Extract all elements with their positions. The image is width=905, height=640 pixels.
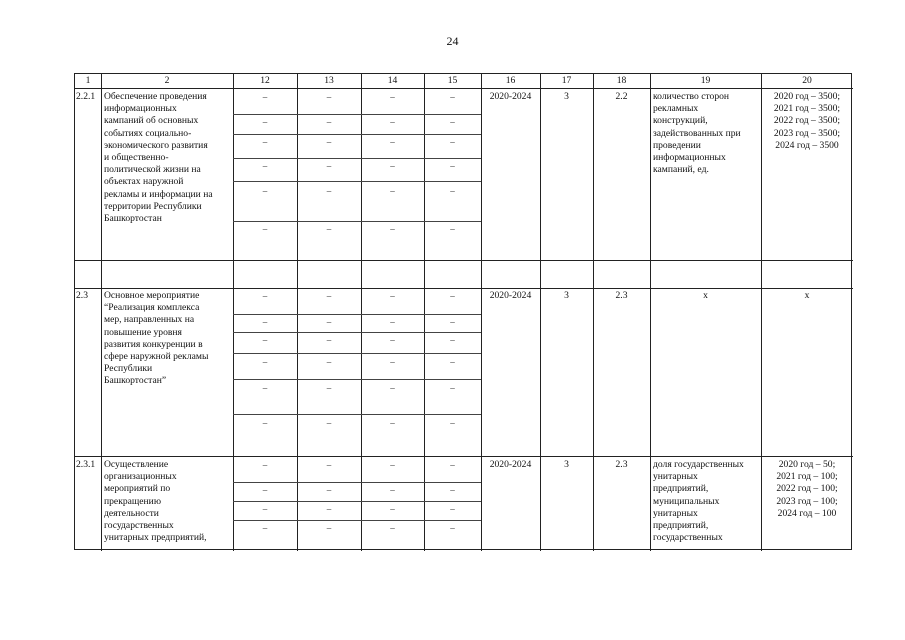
empty-cell-dash: – xyxy=(450,137,455,147)
empty-cell-dash: – xyxy=(326,485,332,495)
empty-cell-dash: – xyxy=(390,317,395,327)
empty-cell-dash: – xyxy=(450,117,455,127)
page-number: 24 xyxy=(446,34,459,48)
col-header-15: 15 xyxy=(447,75,458,86)
empty-cell-dash: – xyxy=(450,317,455,327)
empty-cell-dash: – xyxy=(450,418,455,428)
row-indicator: доля государственных унитарных предприятий, муниципальных унитарных предприятий, государственных xyxy=(653,459,744,544)
row-targets: 2020 год – 50; 2021 год – 100; 2022 год – 100; 2023 год – 100; 2024 год – 100 xyxy=(776,459,838,519)
row-col18: 2.3 xyxy=(615,290,628,301)
empty-cell-dash: – xyxy=(326,92,332,102)
empty-cell-dash: – xyxy=(450,291,455,301)
empty-cell-dash: – xyxy=(390,224,395,234)
row-targets: x xyxy=(804,290,810,301)
row-period: 2020-2024 xyxy=(489,459,532,470)
empty-cell-dash: – xyxy=(326,418,332,428)
empty-cell-dash: – xyxy=(390,460,395,470)
row-indicator: количество сторон рекламных конструкций, задействованных при проведении информационных кампаний, ед. xyxy=(653,91,741,176)
col-header-20: 20 xyxy=(802,75,812,86)
empty-cell-dash: – xyxy=(390,357,395,367)
empty-cell-dash: – xyxy=(262,523,268,533)
empty-cell-dash: – xyxy=(262,317,268,327)
row-code: 2.3.1 xyxy=(76,459,96,470)
empty-cell-dash: – xyxy=(326,117,332,127)
empty-cell-dash: – xyxy=(390,418,395,428)
empty-cell-dash: – xyxy=(450,92,455,102)
empty-cell-dash: – xyxy=(262,460,268,470)
row-col17: 3 xyxy=(564,459,569,470)
row-col17: 3 xyxy=(564,290,569,301)
empty-cell-dash: – xyxy=(262,357,268,367)
data-table xyxy=(74,73,852,550)
empty-cell-dash: – xyxy=(450,460,455,470)
row-code: 2.2.1 xyxy=(76,91,96,102)
row-indicator: x xyxy=(703,290,708,301)
row-col18: 2.3 xyxy=(615,459,628,470)
empty-cell-dash: – xyxy=(450,335,455,345)
empty-cell-dash: – xyxy=(450,485,455,495)
empty-cell-dash: – xyxy=(390,504,395,514)
empty-cell-dash: – xyxy=(390,523,395,533)
row-period: 2020-2024 xyxy=(489,290,532,301)
empty-cell-dash: – xyxy=(390,161,395,171)
empty-cell-dash: – xyxy=(450,357,455,367)
empty-cell-dash: – xyxy=(450,504,455,514)
empty-cell-dash: – xyxy=(326,224,332,234)
empty-cell-dash: – xyxy=(450,523,455,533)
empty-cell-dash: – xyxy=(326,161,332,171)
empty-cell-dash: – xyxy=(390,137,395,147)
empty-cell-dash: – xyxy=(390,335,395,345)
empty-cell-dash: – xyxy=(262,504,268,514)
col-header-14: 14 xyxy=(387,75,398,86)
row-col18: 2.2 xyxy=(615,91,628,102)
empty-cell-dash: – xyxy=(390,383,395,393)
empty-cell-dash: – xyxy=(262,117,268,127)
col-header-13: 13 xyxy=(324,75,334,86)
row-name: Обеспечение проведения информационных кампаний об основных событиях социально- экономического развития и общественно- политической жизни на объектах наружной рекламы и информации на территории Республики Башкортостан xyxy=(104,91,213,225)
empty-cell-dash: – xyxy=(326,137,332,147)
empty-cell-dash: – xyxy=(262,92,268,102)
empty-cell-dash: – xyxy=(326,186,332,196)
empty-cell-dash: – xyxy=(262,485,268,495)
empty-cell-dash: – xyxy=(326,291,332,301)
col-header-18: 18 xyxy=(616,75,627,86)
row-name: Осуществление организационных мероприятий по прекращению деятельности государственных унитарных предприятий, xyxy=(104,459,207,544)
row-col17: 3 xyxy=(564,91,569,102)
row-name: Основное мероприятие “Реализация комплекса мер, направленных на повышение уровня развития конкуренции в сфере наружной рекламы Республики Башкортостан” xyxy=(104,290,209,387)
empty-cell-dash: – xyxy=(262,137,268,147)
empty-cell-dash: – xyxy=(450,383,455,393)
empty-cell-dash: – xyxy=(262,291,268,301)
col-header-17: 17 xyxy=(561,75,572,86)
empty-cell-dash: – xyxy=(262,418,268,428)
empty-cell-dash: – xyxy=(390,485,395,495)
col-header-19: 19 xyxy=(700,75,711,86)
empty-cell-dash: – xyxy=(262,224,268,234)
empty-cell-dash: – xyxy=(262,186,268,196)
empty-cell-dash: – xyxy=(326,357,332,367)
empty-cell-dash: – xyxy=(450,161,455,171)
col-header-1: 1 xyxy=(85,75,91,86)
row-code: 2.3 xyxy=(76,290,88,301)
empty-cell-dash: – xyxy=(326,460,332,470)
empty-cell-dash: – xyxy=(262,335,268,345)
empty-cell-dash: – xyxy=(450,186,455,196)
empty-cell-dash: – xyxy=(390,117,395,127)
col-header-16: 16 xyxy=(505,75,516,86)
empty-cell-dash: – xyxy=(262,383,268,393)
empty-cell-dash: – xyxy=(326,504,332,514)
empty-cell-dash: – xyxy=(390,291,395,301)
empty-cell-dash: – xyxy=(326,335,332,345)
empty-cell-dash: – xyxy=(450,224,455,234)
row-targets: 2020 год – 3500; 2021 год – 3500; 2022 год – 3500; 2023 год – 3500; 2024 год – 3500 xyxy=(773,91,841,151)
empty-cell-dash: – xyxy=(326,383,332,393)
col-header-2: 2 xyxy=(164,75,170,86)
row-period: 2020-2024 xyxy=(489,91,532,102)
empty-cell-dash: – xyxy=(326,317,332,327)
empty-cell-dash: – xyxy=(390,186,395,196)
empty-cell-dash: – xyxy=(262,161,268,171)
empty-cell-dash: – xyxy=(390,92,395,102)
col-header-12: 12 xyxy=(260,75,270,86)
empty-cell-dash: – xyxy=(326,523,332,533)
